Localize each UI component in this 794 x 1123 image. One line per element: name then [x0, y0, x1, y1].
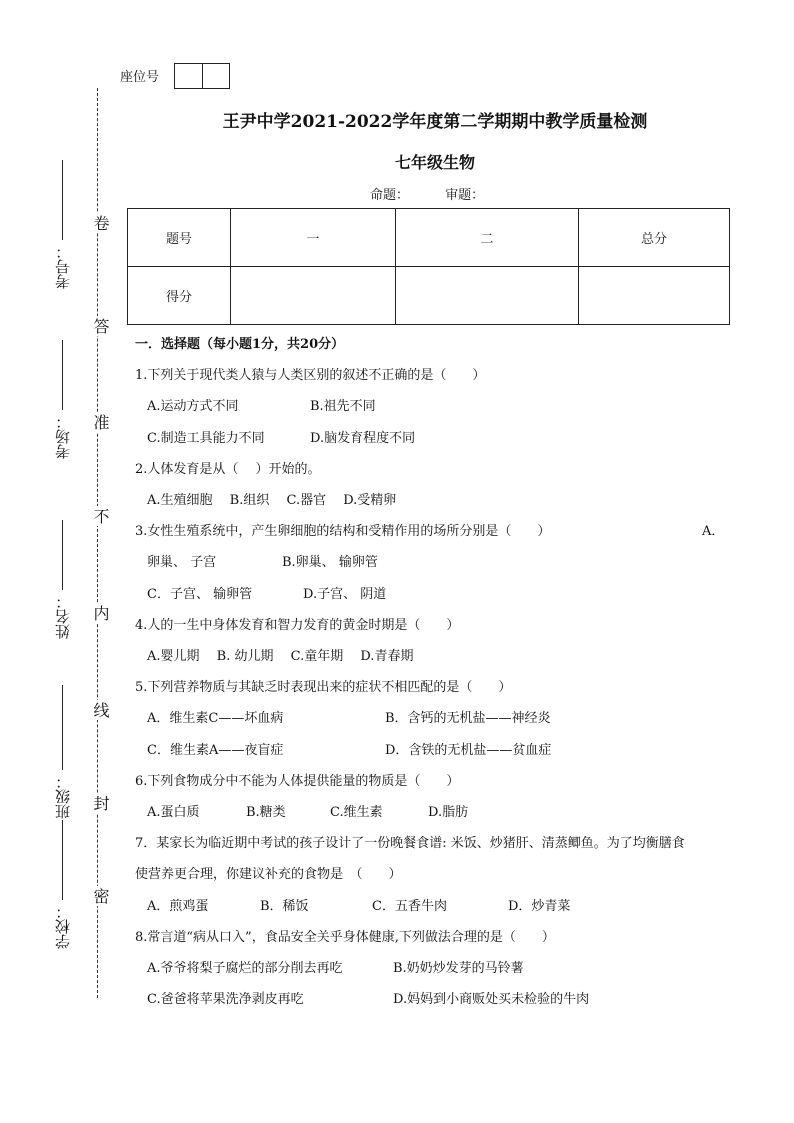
setter-label: 命题： — [370, 188, 410, 203]
binding-char-mi: 密 — [91, 888, 110, 904]
table-header-cell: 总分 — [579, 209, 730, 267]
exam-room-field[interactable] — [52, 340, 73, 459]
exam-number-label: 考号： — [54, 244, 72, 289]
exam-number-field[interactable] — [52, 160, 73, 289]
question-6-stem: 6.下列食物成分中不能为人体提供能量的物质是（ ） — [135, 774, 460, 789]
binding-char-nei: 内 — [91, 605, 110, 621]
binding-char-feng: 封 — [91, 795, 110, 811]
question-7-option-b[interactable]: B．稀饭 — [260, 899, 309, 914]
question-2-options[interactable]: A.生殖细胞 B.组织 C.器官 D.受精卵 — [147, 493, 397, 508]
score-cell[interactable] — [579, 267, 730, 325]
table-row — [128, 267, 730, 325]
binding-char-juan: 卷 — [91, 215, 110, 231]
question-5-option-a[interactable]: A．维生素C——坏血病 — [147, 711, 284, 726]
question-1-option-a[interactable]: A.运动方式不同 — [147, 399, 239, 414]
question-7-option-d[interactable]: D．炒青菜 — [508, 899, 571, 914]
question-8-option-d[interactable]: D.妈妈到小商贩处买未检验的牛肉 — [393, 992, 590, 1007]
question-8-option-c[interactable]: C.爸爸将苹果洗净剥皮再吃 — [147, 992, 304, 1007]
question-7-stem-line-2: 使营养更合理，你建议补充的食物是 （ ） — [135, 867, 402, 882]
question-3-option-a-marker[interactable]: A． — [702, 524, 725, 539]
question-5-option-b[interactable]: B．含钙的无机盐——神经炎 — [385, 711, 551, 726]
question-5-option-d[interactable]: D．含铁的无机盐——贫血症 — [385, 743, 552, 758]
question-8-stem: 8.常言道“病从口入”，食品安全关乎身体健康,下列做法合理的是（ ） — [135, 930, 555, 945]
seat-number-box[interactable] — [174, 63, 230, 89]
table-row-label: 得分 — [128, 267, 231, 325]
question-3-option-c[interactable]: C．子宫、 输卵管 — [147, 587, 253, 602]
score-table — [127, 208, 730, 325]
page-title: 王尹中学2021-2022学年度第二学期期中教学质量检测 — [222, 112, 648, 132]
question-1-option-c[interactable]: C.制造工具能力不同 — [147, 431, 265, 446]
score-cell[interactable] — [231, 267, 396, 325]
question-7-option-c[interactable]: C．五香牛肉 — [372, 899, 447, 914]
question-7-stem-line-1: 7．某家长为临近期中考试的孩子设计了一份晚餐食谱: 米饭、炒猪肝、清蒸鲫鱼。为了均衡膳食 — [135, 836, 685, 851]
seat-number-label: 座位号 — [120, 70, 160, 85]
binding-char-zhun: 准 — [91, 414, 110, 430]
binding-char-da: 答 — [91, 318, 110, 334]
question-3-option-a-text[interactable]: 卵巢、 子宫 — [147, 555, 217, 570]
exam-room-label: 考场： — [54, 414, 72, 459]
section-heading: 一．选择题（每小题1分，共20分） — [135, 337, 345, 352]
seat-number-cell[interactable] — [175, 64, 203, 88]
authors-line — [370, 184, 516, 203]
question-6-option-d[interactable]: D.脂肪 — [428, 805, 469, 820]
question-3-option-d[interactable]: D.子宫、 阴道 — [303, 587, 387, 602]
student-name-label: 姓名： — [54, 594, 72, 639]
question-6-option-a[interactable]: A.蛋白质 — [147, 805, 200, 820]
question-4-options[interactable]: A.婴儿期 B. 幼儿期 C.童年期 D.青春期 — [147, 649, 414, 664]
question-7-option-a[interactable]: A．煎鸡蛋 — [147, 899, 209, 914]
table-header-cell: 一 — [231, 209, 396, 267]
score-cell[interactable] — [396, 267, 579, 325]
reviewer-label: 审题： — [445, 188, 485, 203]
class-field[interactable] — [52, 685, 73, 819]
question-8-option-b[interactable]: B.奶奶炒发芽的马铃薯 — [393, 961, 524, 976]
question-1-option-b[interactable]: B.祖先不同 — [310, 399, 376, 414]
question-1-option-d[interactable]: D.脑发育程度不同 — [310, 431, 416, 446]
question-8-option-a[interactable]: A.爷爷将梨子腐烂的部分削去再吃 — [147, 961, 343, 976]
question-1-stem: 1.下列关于现代类人猿与人类区别的叙述不正确的是（ ） — [135, 368, 486, 383]
question-5-option-c[interactable]: C．维生素A——夜盲症 — [147, 743, 284, 758]
school-label: 学校： — [54, 904, 72, 949]
question-6-option-c[interactable]: C.维生素 — [330, 805, 383, 820]
school-field[interactable] — [52, 820, 73, 949]
table-header-cell: 二 — [396, 209, 579, 267]
class-label: 班级： — [54, 774, 72, 819]
question-5-stem: 5.下列营养物质与其缺乏时表现出来的症状不相匹配的是（ ） — [135, 680, 512, 695]
table-row — [128, 209, 730, 267]
question-2-stem: 2.人体发育是从（ ）开始的。 — [135, 462, 321, 477]
seat-number-cell[interactable] — [203, 64, 230, 88]
question-3-stem: 3.女性生殖系统中，产生卵细胞的结构和受精作用的场所分别是（ ） — [135, 524, 551, 539]
table-header-cell: 题号 — [128, 209, 231, 267]
question-3-option-b[interactable]: B.卵巢、 输卵管 — [282, 555, 378, 570]
question-4-stem: 4.人的一生中身体发育和智力发育的黄金时期是（ ） — [135, 618, 460, 633]
binding-char-xian: 线 — [91, 702, 110, 718]
binding-char-bu: 不 — [91, 508, 110, 524]
student-name-field[interactable] — [52, 520, 73, 639]
question-6-option-b[interactable]: B.糖类 — [246, 805, 286, 820]
page-subtitle: 七年级生物 — [394, 153, 475, 172]
